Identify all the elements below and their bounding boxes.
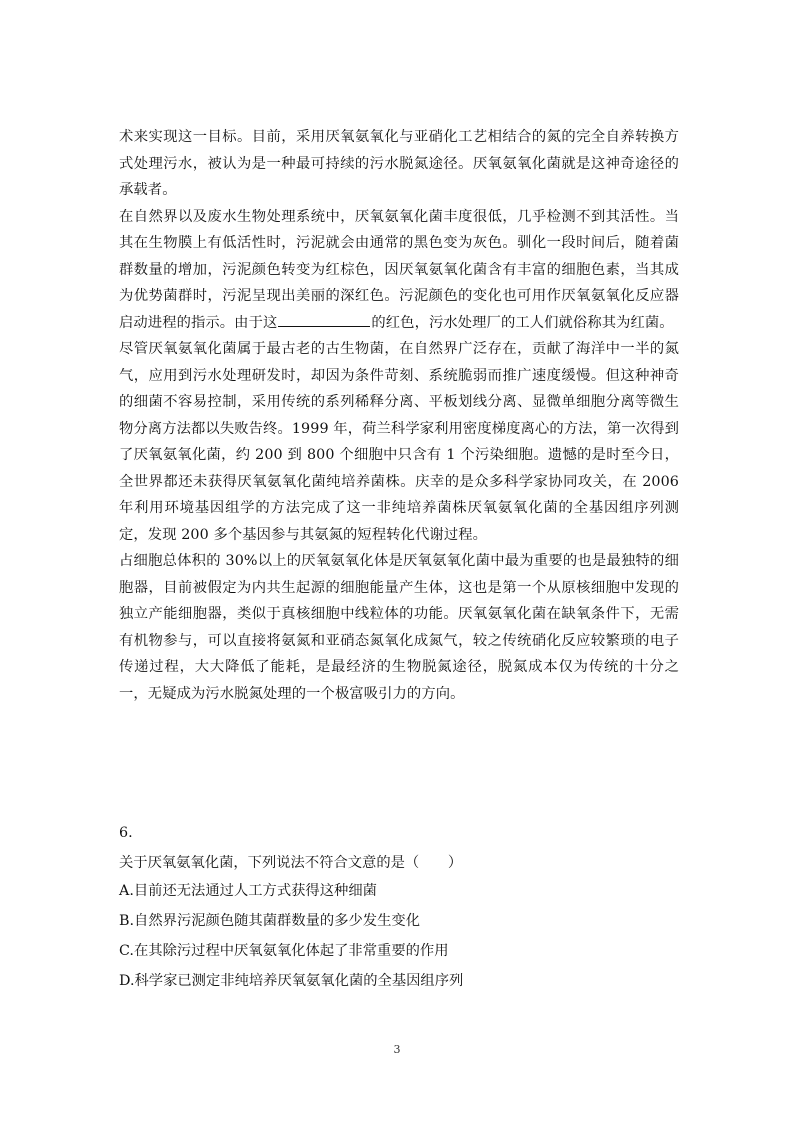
- question-stem: 关于厌氧氨氧化菌，下列说法不符合文意的是（ ）: [119, 855, 463, 871]
- page-number: 3: [393, 1043, 401, 1056]
- passage-paragraph-3: 尽管厌氧氨氧化菌属于最古老的古生物菌，在自然界广泛存在，贡献了海洋中一半的氮气，应用到污水处理研发时，却因为条件苛刻、系统脆弱而推广速度缓慢。但这种神奇的细菌不容易控制，采用传统的系列稀释分离、平板划线分离、显微单细胞分离等微生物分离方法都以失败告终。1999 年，荷兰科学家利用密度梯度离心的方法，第一次得到了厌氧氨氧化菌，约 200 到 800 个细胞中只含有 1 个污染细胞。遗憾的是时至今日，全世界都还未获得厌氧氨氧化菌纯培养菌株。庆幸的是众多科学家协同攻关，在 2006 年利用环境基因组学的方法完成了这一非纯培养菌株厌氧氨氧化菌的全基因组序列测定，发现 200 多个基因参与其氨氮的短程转化代谢过程。: [119, 341, 679, 543]
- fill-in-blank: [278, 312, 370, 327]
- passage-paragraph-4: 占细胞总体积的 30%以上的厌氧氨氧化体是厌氧氨氧化菌中最为重要的也是最独特的细胞器，目前被假定为内共生起源的细胞能量产生体，这也是第一个从原核细胞中发现的独立产能细胞器，类似于真核细胞中线粒体的功能。厌氧氨氧化菌在缺氧条件下，无需有机物参与，可以直接将氨氮和亚硝态氮氧化成氮气，较之传统硝化反应较繁琐的电子传递过程，大大降低了能耗，是最经济的生物脱氮途径，脱氮成本仅为传统的十分之一，无疑成为污水脱氮处理的一个极富吸引力的方向。: [119, 553, 679, 702]
- option-b: B.自然界污泥颜色随其菌群数量的多少发生变化: [119, 913, 420, 929]
- reading-passage: [119, 124, 679, 707]
- question-number: 6.: [119, 825, 133, 841]
- passage-paragraph-2: [119, 204, 679, 337]
- option-c: C.在其除污过程中厌氧氨氧化体起了非常重要的作用: [119, 943, 449, 959]
- option-a: A.目前还无法通过人工方式获得这种细菌: [119, 883, 377, 899]
- passage-paragraph-2-after-blank: 的红色，污水处理厂的工人们就俗称其为红菌。: [371, 314, 674, 331]
- passage-paragraph-1: 术来实现这一目标。目前，采用厌氧氨氧化与亚硝化工艺相结合的氮的完全自养转换方式处理污水，被认为是一种最可持续的污水脱氮途径。厌氧氨氧化菌就是这神奇途径的承载者。: [119, 129, 679, 198]
- question-6: [119, 820, 679, 996]
- option-d: D.科学家已测定非纯培养厌氧氨氧化菌的全基因组序列: [119, 973, 464, 989]
- passage-paragraph-2-before-blank: 在自然界以及废水生物处理系统中，厌氧氨氧化菌丰度很低，几乎检测不到其活性。当其在生物膜上有低活性时，污泥就会由通常的黑色变为灰色。驯化一段时间后，随着菌群数量的增加，污泥颜色转变为红棕色，因厌氧氨氧化菌含有丰富的细胞色素，当其成为优势菌群时，污泥呈现出美丽的深红色。污泥颜色的变化也可用作厌氧氨氧化反应器启动进程的指示。由于这: [119, 208, 679, 331]
